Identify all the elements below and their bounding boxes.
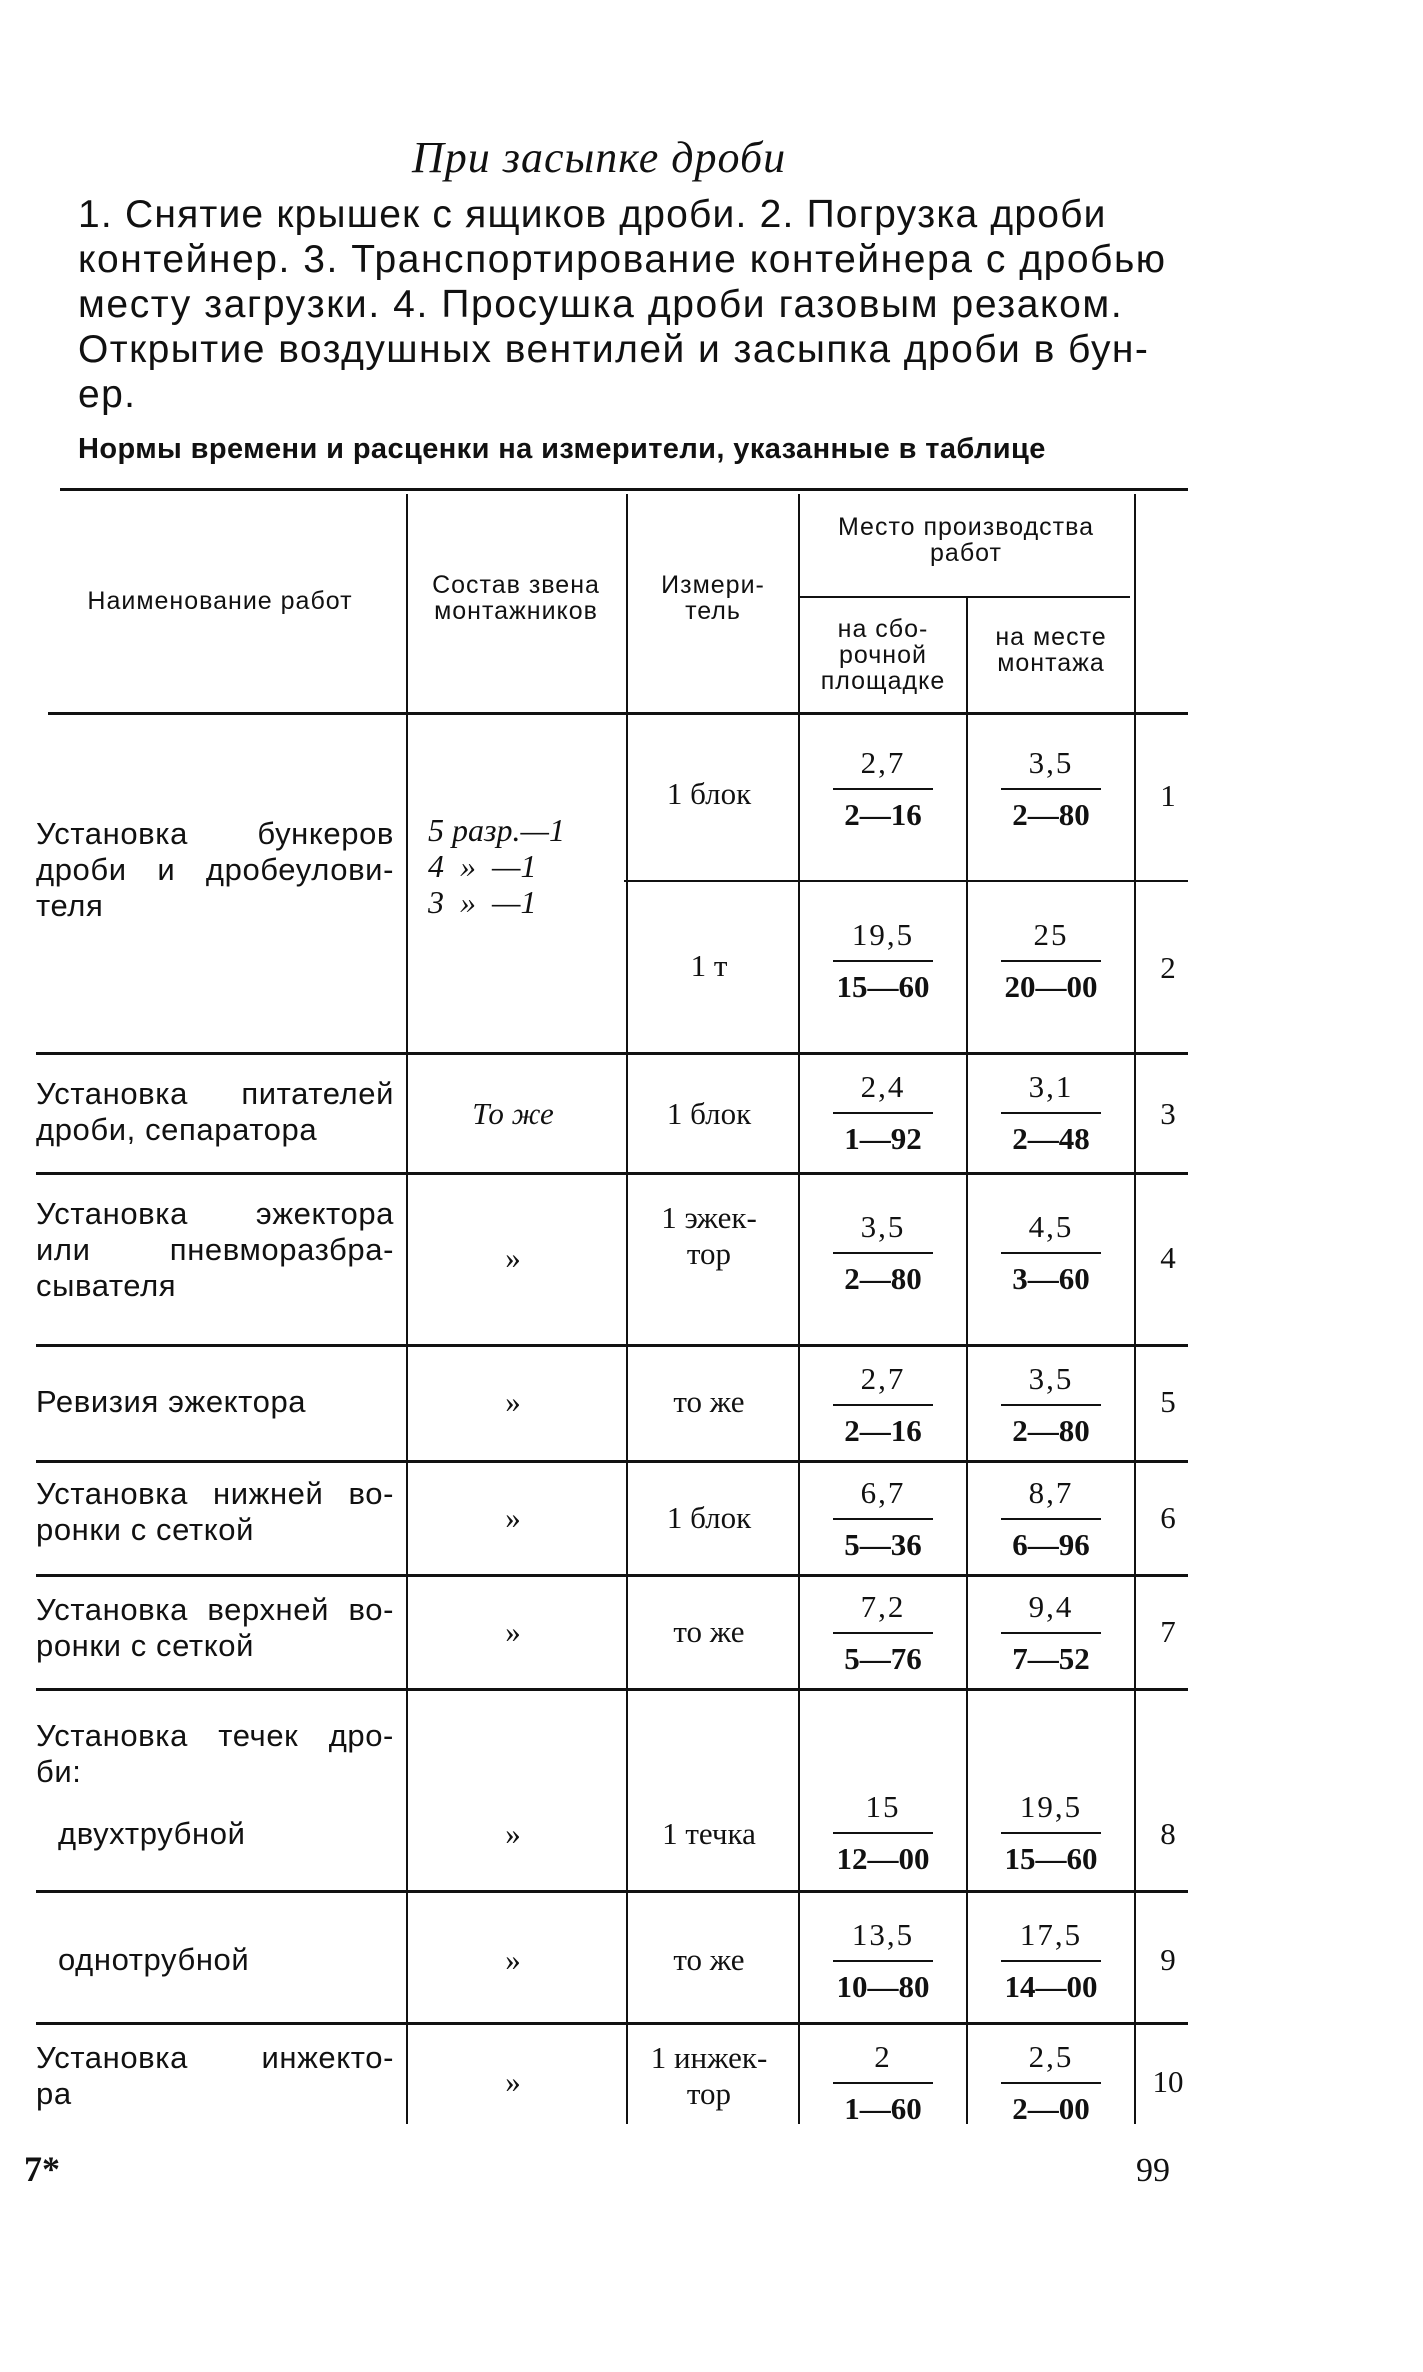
row-subname: двухтрубной (58, 1816, 246, 1851)
row-name: Установка питателей дроби, сепаратора (36, 1076, 394, 1147)
norm-value: 17,5 (1019, 1917, 1083, 1952)
norm-value: 2,7 (860, 745, 906, 780)
row-measure: 1 блок (666, 1500, 752, 1535)
row-measure: то же (673, 1614, 745, 1649)
row-crew: » (505, 1384, 521, 1419)
intro-line: 1. Снятие крышек с ящиков дроби. 2. Погрузка дроби (78, 193, 1107, 236)
rate-value: 2—16 (844, 797, 922, 832)
rate-value: 5—36 (844, 1527, 922, 1562)
row-name: Установка нижней во- ронки с сеткой (36, 1476, 394, 1547)
intro-line: месту загрузки. 4. Просушка дроби газовым резаком. (78, 283, 1124, 326)
section-title: При засыпке дроби (412, 133, 787, 182)
norm-value: 2,5 (1028, 2039, 1074, 2074)
crew-row: 3 » —1 (428, 884, 537, 920)
place-header-rule (800, 596, 1130, 598)
row-number: 7 (1160, 1614, 1176, 1649)
row-crew: То же (472, 1096, 554, 1131)
rate-assembly (808, 1918, 958, 2004)
norm-value: 8,7 (1028, 1475, 1074, 1510)
rate-install (976, 918, 1126, 1004)
norm-value: 9,4 (1028, 1589, 1074, 1624)
norm-value: 3,5 (1028, 1361, 1074, 1396)
norm-value: 7,2 (860, 1589, 906, 1624)
header-crew: Состав звена монтажников (432, 571, 600, 625)
rate-value: 6—96 (1012, 1527, 1090, 1562)
norm-value: 3,5 (860, 1209, 906, 1244)
rate-install (976, 1070, 1126, 1156)
rate-value: 3—60 (1012, 1261, 1090, 1296)
row-name: Установка эжектора или пневморазбра- сывателя (36, 1196, 394, 1303)
rate-value: 7—52 (1012, 1641, 1090, 1676)
row-name: Установка бункеров дроби и дробеулови- теля (36, 816, 394, 923)
col-rule (1134, 494, 1136, 2124)
rate-install (976, 1476, 1126, 1562)
row-crew: » (505, 1240, 521, 1275)
rate-install (976, 1918, 1126, 2004)
rate-assembly (808, 1070, 958, 1156)
row-measure: то же (673, 1942, 745, 1977)
norm-value: 3,5 (1028, 745, 1074, 780)
norm-value: 6,7 (860, 1475, 906, 1510)
row-crew: » (505, 1614, 521, 1649)
rate-value: 2—16 (844, 1413, 922, 1448)
header-name: Наименование работ (87, 587, 353, 615)
rate-value: 1—92 (844, 1121, 922, 1156)
row-crew: » (505, 1942, 521, 1977)
rate-value: 15—60 (836, 969, 930, 1004)
rate-value: 14—00 (1004, 1969, 1098, 2004)
rate-value: 15—60 (1004, 1841, 1098, 1876)
crew-composition (428, 812, 608, 920)
rate-assembly (808, 1790, 958, 1876)
row-crew: » (505, 1500, 521, 1535)
rate-value: 12—00 (836, 1841, 930, 1876)
row-name: Установка инжекто- ра (36, 2040, 394, 2111)
col-rule (798, 494, 800, 2124)
row-number: 10 (1152, 2064, 1184, 2099)
header-bottom-rule (48, 712, 1188, 715)
rate-value: 5—76 (844, 1641, 922, 1676)
rate-assembly (808, 1590, 958, 1676)
row-rule (36, 1344, 1188, 1347)
crew-row: 5 разр.—1 (428, 812, 565, 848)
row-rule (36, 1890, 1188, 1893)
row-crew: » (505, 2064, 521, 2099)
table-top-rule (60, 488, 1188, 491)
row-rule (36, 2022, 1188, 2025)
rate-install (976, 1210, 1126, 1296)
header-place: Место производства работ (837, 513, 1095, 567)
norm-value: 19,5 (1019, 1789, 1083, 1824)
rate-assembly (808, 918, 958, 1004)
intro-line: контейнер. 3. Транспортирование контейнера с дробью (78, 238, 1167, 281)
rate-value: 2—80 (1012, 797, 1090, 832)
row-name: Установка верхней во- ронки с сеткой (36, 1592, 394, 1663)
crew-row: 4 » —1 (428, 848, 537, 884)
row-number: 3 (1160, 1096, 1176, 1131)
rate-install (976, 1590, 1126, 1676)
row-number: 1 (1160, 778, 1176, 813)
row-number: 4 (1160, 1240, 1176, 1275)
col-rule (626, 494, 628, 2124)
norm-value: 2 (874, 2039, 892, 2074)
row-rule (36, 1052, 1188, 1055)
row-measure: 1 блок (666, 776, 752, 811)
row-measure: 1 инжек- тор (650, 2040, 768, 2111)
row-rule (36, 1574, 1188, 1577)
col-rule (406, 494, 408, 2124)
rate-value: 20—00 (1004, 969, 1098, 1004)
row-measure: 1 блок (666, 1096, 752, 1131)
intro-line: ер. (78, 373, 137, 416)
rate-assembly (808, 1210, 958, 1296)
rate-install (976, 1362, 1126, 1448)
row-measure: 1 течка (662, 1816, 756, 1851)
row-rule (36, 1172, 1188, 1175)
row-number: 5 (1160, 1384, 1176, 1419)
norm-value: 19,5 (851, 917, 915, 952)
rate-value: 2—00 (1012, 2091, 1090, 2126)
row-rule (624, 880, 1188, 882)
norm-value: 25 (1033, 917, 1069, 952)
row-number: 6 (1160, 1500, 1176, 1535)
header-place-install: на месте монтажа (995, 623, 1107, 677)
header-measure: Измери-тель (661, 571, 765, 625)
row-measure: то же (673, 1384, 745, 1419)
row-measure: 1 т (690, 948, 728, 983)
row-name: Ревизия эжектора (36, 1384, 307, 1419)
norm-value: 15 (865, 1789, 901, 1824)
rate-value: 2—48 (1012, 1121, 1090, 1156)
row-crew: » (505, 1816, 521, 1851)
rate-value: 2—80 (844, 1261, 922, 1296)
rate-install (976, 1790, 1126, 1876)
row-rule (36, 1688, 1188, 1691)
norm-value: 4,5 (1028, 1209, 1074, 1244)
rate-assembly (808, 2040, 958, 2126)
rate-install (976, 746, 1126, 832)
row-rule (36, 1460, 1188, 1463)
rate-value: 2—80 (1012, 1413, 1090, 1448)
table-caption: Нормы времени и расценки на измерители, указанные в таблице (78, 433, 1046, 465)
rate-assembly (808, 746, 958, 832)
intro-line: Открытие воздушных вентилей и засыпка дроби в бун- (78, 328, 1150, 371)
rate-install (976, 2040, 1126, 2126)
row-number: 9 (1160, 1942, 1176, 1977)
norm-value: 13,5 (851, 1917, 915, 1952)
norm-value: 2,4 (860, 1069, 906, 1104)
row-measure: 1 эжек- тор (661, 1200, 757, 1271)
norm-value: 3,1 (1028, 1069, 1074, 1104)
row-name: Установка течек дро- би: (36, 1718, 394, 1789)
rate-assembly (808, 1362, 958, 1448)
signature-mark: 7* (24, 2149, 60, 2189)
page-number: 99 (1136, 2152, 1170, 2189)
rate-value: 10—80 (836, 1969, 930, 2004)
row-number: 2 (1160, 950, 1176, 985)
row-number: 8 (1160, 1816, 1176, 1851)
rate-assembly (808, 1476, 958, 1562)
header-place-assembly: на сбо-рочной площадке (820, 615, 946, 695)
row-subname: однотрубной (58, 1942, 250, 1977)
rate-value: 1—60 (844, 2091, 922, 2126)
col-rule (966, 596, 968, 2124)
norm-value: 2,7 (860, 1361, 906, 1396)
